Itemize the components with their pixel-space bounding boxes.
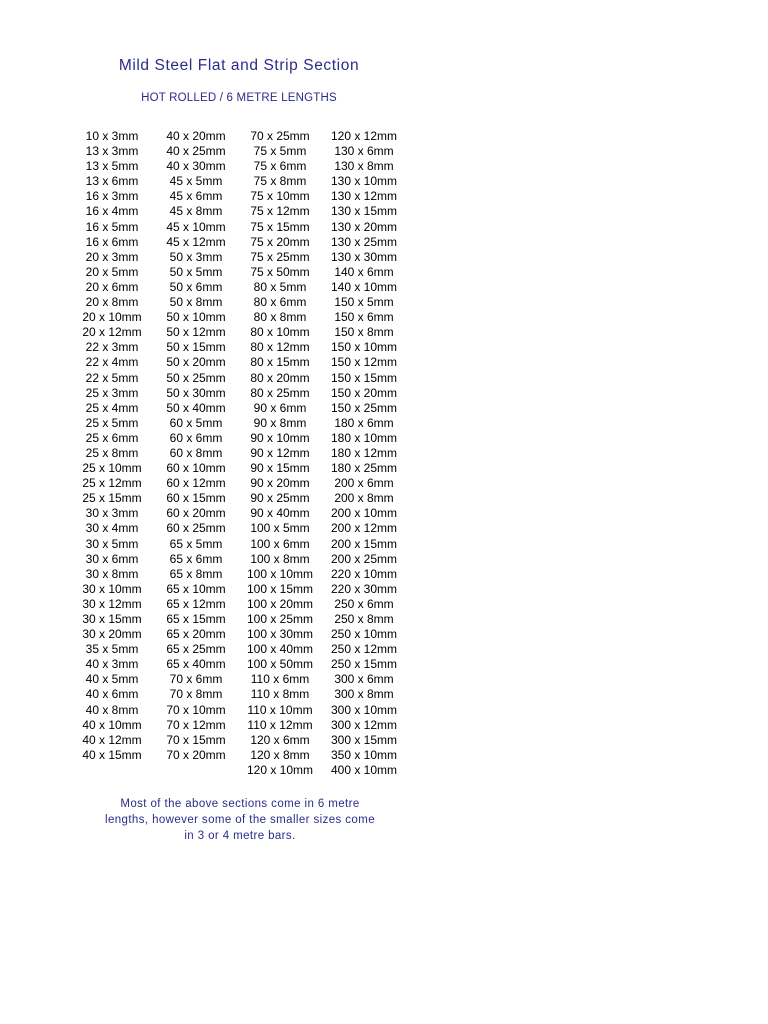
size-cell: 60 x 12mm <box>166 476 226 491</box>
size-cell: 70 x 6mm <box>169 672 223 687</box>
size-cell: 13 x 5mm <box>85 159 139 174</box>
size-cell: 220 x 10mm <box>330 566 398 581</box>
size-cell: 100 x 6mm <box>250 536 310 551</box>
size-cell: 75 x 15mm <box>250 219 310 234</box>
size-cell: 16 x 5mm <box>85 219 139 234</box>
size-cell: 80 x 25mm <box>250 385 310 400</box>
size-cell: 50 x 12mm <box>166 325 226 340</box>
size-cell: 60 x 10mm <box>166 461 226 476</box>
size-cell: 100 x 25mm <box>246 612 314 626</box>
size-cell: 250 x 10mm <box>330 627 398 642</box>
size-cell: 70 x 8mm <box>169 687 223 702</box>
size-cell: 20 x 5mm <box>85 264 139 279</box>
size-cell: 60 x 8mm <box>169 445 223 460</box>
size-cell: 60 x 25mm <box>166 521 226 536</box>
size-cell: 25 x 3mm <box>85 385 139 400</box>
size-cell: 60 x 6mm <box>169 430 223 445</box>
size-cell: 150 x 20mm <box>330 385 398 400</box>
size-cell: 150 x 12mm <box>330 355 398 370</box>
size-cell: 120 x 12mm <box>330 129 398 143</box>
size-cell: 80 x 5mm <box>253 279 307 294</box>
size-cell: 60 x 20mm <box>166 506 226 521</box>
size-cell: 30 x 15mm <box>82 612 142 626</box>
size-cell: 40 x 3mm <box>85 657 139 672</box>
size-cell: 200 x 10mm <box>330 506 398 521</box>
size-cell: 250 x 6mm <box>334 596 394 611</box>
sizes-table <box>70 129 406 778</box>
size-cell: 130 x 12mm <box>330 189 398 204</box>
size-cell: 80 x 15mm <box>250 355 310 370</box>
size-cell: 180 x 12mm <box>330 445 398 460</box>
size-cell: 50 x 40mm <box>166 400 226 415</box>
size-cell: 150 x 15mm <box>330 370 398 385</box>
size-cell: 30 x 20mm <box>82 627 142 642</box>
size-cell: 130 x 6mm <box>334 144 394 159</box>
page-title: Mild Steel Flat and Strip Section <box>118 57 360 74</box>
size-cell: 60 x 15mm <box>166 491 226 506</box>
size-cell: 300 x 15mm <box>330 732 398 747</box>
size-cell: 300 x 12mm <box>330 717 398 732</box>
size-cell: 20 x 6mm <box>85 279 139 294</box>
size-cell: 65 x 12mm <box>166 596 226 611</box>
size-cell: 75 x 20mm <box>250 234 310 249</box>
size-cell: 300 x 10mm <box>330 702 398 717</box>
size-cell: 40 x 5mm <box>85 672 139 687</box>
size-cell: 90 x 12mm <box>250 445 310 460</box>
size-cell: 100 x 10mm <box>246 566 314 581</box>
size-cell: 30 x 3mm <box>85 506 139 521</box>
size-cell: 30 x 5mm <box>85 536 139 551</box>
size-cell: 13 x 3mm <box>85 144 139 159</box>
size-cell: 110 x 8mm <box>250 687 310 702</box>
size-cell: 110 x 10mm <box>247 702 313 717</box>
size-cell: 40 x 25mm <box>166 144 226 159</box>
size-cell: 10 x 3mm <box>85 129 139 143</box>
size-column <box>70 129 154 778</box>
size-cell: 220 x 30mm <box>330 581 398 596</box>
size-cell: 350 x 10mm <box>330 747 398 762</box>
size-cell: 22 x 5mm <box>85 370 139 385</box>
size-cell: 140 x 10mm <box>330 279 398 294</box>
size-cell: 16 x 4mm <box>85 204 139 219</box>
size-cell: 65 x 10mm <box>166 581 226 596</box>
footnote-line: lengths, however some of the smaller sizes come <box>105 814 375 826</box>
page-subtitle: HOT ROLLED / 6 METRE LENGTHS <box>141 92 337 104</box>
footnote <box>90 796 390 844</box>
size-cell: 35 x 5mm <box>85 642 139 657</box>
size-cell: 120 x 8mm <box>250 747 310 762</box>
size-cell: 25 x 4mm <box>85 400 139 415</box>
size-cell: 75 x 25mm <box>250 249 310 264</box>
size-cell: 40 x 15mm <box>82 747 142 762</box>
size-cell: 60 x 5mm <box>169 415 223 430</box>
size-cell: 90 x 10mm <box>250 430 310 445</box>
size-cell: 25 x 8mm <box>85 445 139 460</box>
size-cell: 120 x 6mm <box>250 732 310 747</box>
size-cell: 65 x 20mm <box>166 627 226 642</box>
size-cell: 20 x 3mm <box>85 249 139 264</box>
size-cell: 150 x 8mm <box>334 325 394 340</box>
size-cell: 16 x 6mm <box>85 234 139 249</box>
size-cell: 400 x 10mm <box>330 762 398 777</box>
size-cell: 200 x 15mm <box>330 536 398 551</box>
size-cell: 180 x 10mm <box>330 430 398 445</box>
size-cell: 100 x 30mm <box>246 627 314 642</box>
size-column <box>322 129 406 778</box>
size-column <box>238 129 322 778</box>
size-cell: 150 x 25mm <box>330 400 398 415</box>
size-cell: 70 x 15mm <box>166 732 226 747</box>
size-cell: 25 x 10mm <box>82 461 142 476</box>
size-cell: 25 x 12mm <box>82 476 142 491</box>
size-cell: 250 x 8mm <box>334 612 394 626</box>
size-cell: 130 x 30mm <box>330 249 398 264</box>
size-cell: 150 x 10mm <box>330 340 398 355</box>
size-cell: 110 x 12mm <box>247 717 313 732</box>
size-cell: 120 x 10mm <box>246 762 314 777</box>
size-cell: 65 x 6mm <box>169 551 223 566</box>
size-cell: 90 x 25mm <box>250 491 310 506</box>
size-cell: 180 x 6mm <box>334 415 394 430</box>
size-cell: 100 x 20mm <box>246 596 314 611</box>
size-cell: 65 x 8mm <box>169 566 223 581</box>
size-cell: 90 x 20mm <box>250 476 310 491</box>
size-cell: 130 x 20mm <box>330 219 398 234</box>
size-cell: 65 x 40mm <box>166 657 226 672</box>
size-cell: 16 x 3mm <box>85 189 139 204</box>
size-cell: 20 x 8mm <box>85 295 139 310</box>
size-cell: 300 x 6mm <box>334 672 394 687</box>
size-cell: 75 x 6mm <box>253 159 307 174</box>
size-cell: 40 x 30mm <box>166 159 226 174</box>
size-cell: 13 x 6mm <box>85 174 139 189</box>
size-cell: 30 x 10mm <box>82 581 142 596</box>
size-cell: 45 x 10mm <box>166 219 226 234</box>
size-cell: 75 x 12mm <box>250 204 310 219</box>
size-cell: 110 x 6mm <box>250 672 310 687</box>
size-cell: 50 x 6mm <box>169 279 223 294</box>
size-cell: 40 x 10mm <box>82 717 142 732</box>
size-cell: 70 x 20mm <box>166 747 226 762</box>
size-cell: 100 x 50mm <box>246 657 314 672</box>
size-cell: 140 x 6mm <box>334 264 394 279</box>
size-cell: 30 x 12mm <box>82 596 142 611</box>
size-cell: 65 x 5mm <box>169 536 223 551</box>
size-cell: 22 x 4mm <box>85 355 139 370</box>
size-cell: 25 x 6mm <box>85 430 139 445</box>
size-cell: 90 x 15mm <box>250 461 310 476</box>
size-cell: 40 x 6mm <box>85 687 139 702</box>
size-cell: 50 x 5mm <box>169 264 223 279</box>
size-cell: 75 x 8mm <box>253 174 307 189</box>
size-cell: 20 x 10mm <box>82 310 142 325</box>
size-cell: 180 x 25mm <box>330 461 398 476</box>
size-cell: 65 x 25mm <box>166 642 226 657</box>
size-cell: 300 x 8mm <box>334 687 394 702</box>
size-cell: 22 x 3mm <box>85 340 139 355</box>
size-cell: 100 x 15mm <box>246 581 314 596</box>
size-cell: 100 x 8mm <box>250 551 310 566</box>
size-cell: 50 x 3mm <box>169 249 223 264</box>
size-cell: 30 x 8mm <box>85 566 139 581</box>
size-cell: 50 x 10mm <box>166 310 226 325</box>
size-cell: 130 x 10mm <box>330 174 398 189</box>
size-cell: 200 x 8mm <box>334 491 394 506</box>
size-cell: 100 x 40mm <box>246 642 314 657</box>
size-cell: 25 x 5mm <box>85 415 139 430</box>
size-cell: 45 x 5mm <box>169 174 223 189</box>
size-cell: 70 x 25mm <box>250 129 310 143</box>
size-cell: 90 x 6mm <box>253 400 307 415</box>
size-cell: 70 x 10mm <box>166 702 226 717</box>
size-cell: 100 x 5mm <box>250 521 310 536</box>
size-cell: 30 x 6mm <box>85 551 139 566</box>
size-cell: 200 x 25mm <box>330 551 398 566</box>
size-cell: 50 x 25mm <box>166 370 226 385</box>
size-cell: 45 x 6mm <box>169 189 223 204</box>
size-cell: 75 x 50mm <box>250 264 310 279</box>
size-cell: 40 x 8mm <box>85 702 139 717</box>
size-cell: 50 x 15mm <box>166 340 226 355</box>
size-cell: 65 x 15mm <box>166 612 226 626</box>
size-cell: 90 x 40mm <box>250 506 310 521</box>
size-cell: 130 x 15mm <box>330 204 398 219</box>
size-cell: 130 x 25mm <box>330 234 398 249</box>
size-cell: 30 x 4mm <box>85 521 139 536</box>
size-cell: 150 x 5mm <box>334 295 394 310</box>
size-cell: 80 x 8mm <box>253 310 307 325</box>
size-cell: 75 x 5mm <box>253 144 307 159</box>
size-cell: 20 x 12mm <box>82 325 142 340</box>
size-cell: 45 x 12mm <box>166 234 226 249</box>
size-cell: 80 x 6mm <box>253 295 307 310</box>
size-cell: 75 x 10mm <box>250 189 310 204</box>
size-cell: 40 x 20mm <box>166 129 226 143</box>
size-cell: 40 x 12mm <box>82 732 142 747</box>
size-cell: 250 x 12mm <box>330 642 398 657</box>
size-cell: 250 x 15mm <box>330 657 398 672</box>
size-cell: 50 x 20mm <box>166 355 226 370</box>
size-cell: 80 x 12mm <box>250 340 310 355</box>
size-cell: 80 x 20mm <box>250 370 310 385</box>
size-cell: 25 x 15mm <box>82 491 142 506</box>
size-cell: 80 x 10mm <box>250 325 310 340</box>
size-cell: 150 x 6mm <box>334 310 394 325</box>
footnote-line: Most of the above sections come in 6 metre <box>120 798 360 810</box>
size-cell: 50 x 8mm <box>169 295 223 310</box>
size-cell: 200 x 12mm <box>330 521 398 536</box>
footnote-line: in 3 or 4 metre bars. <box>184 830 296 842</box>
size-cell: 70 x 12mm <box>166 717 226 732</box>
size-cell: 50 x 30mm <box>166 385 226 400</box>
size-cell: 130 x 8mm <box>334 159 394 174</box>
size-cell: 45 x 8mm <box>169 204 223 219</box>
size-column <box>154 129 238 778</box>
size-cell: 90 x 8mm <box>253 415 307 430</box>
size-cell: 200 x 6mm <box>334 476 394 491</box>
